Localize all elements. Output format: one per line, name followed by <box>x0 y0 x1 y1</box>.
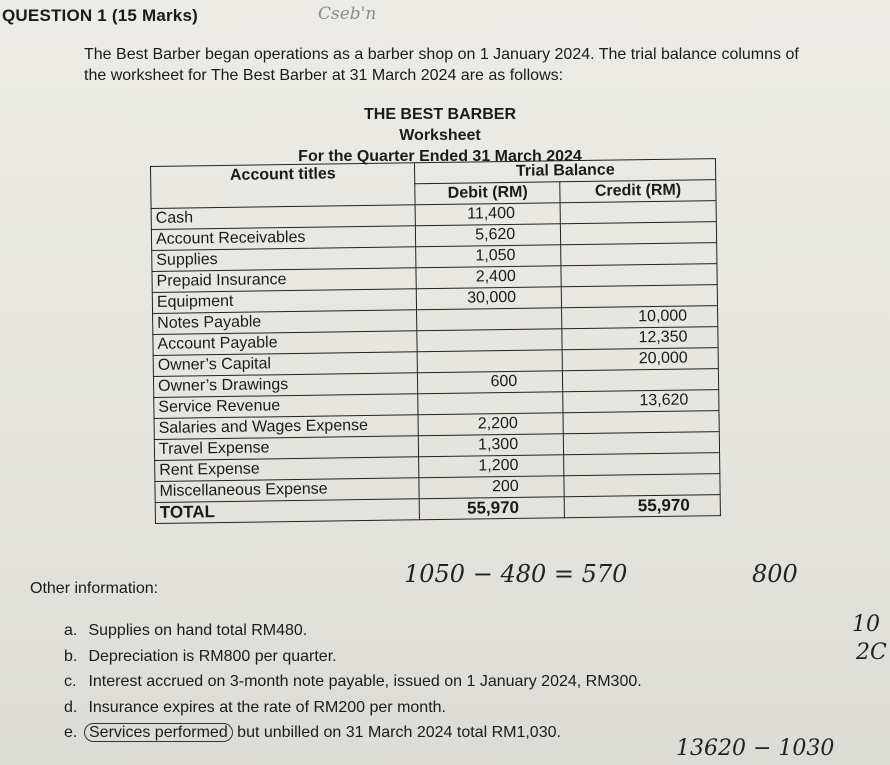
handwritten-revenue-calc: 13620 − 1030 <box>676 736 835 761</box>
trial-balance-table <box>150 158 721 524</box>
credit-amount: 20,000 <box>562 348 718 371</box>
account-title: Account Payable <box>153 331 418 356</box>
total-label: TOTAL <box>155 499 420 524</box>
account-title: Account Receivables <box>151 226 416 251</box>
account-title: Service Revenue <box>154 394 419 419</box>
circled-phrase: Services performed <box>84 723 233 742</box>
account-title: Equipment <box>152 289 417 314</box>
debit-amount: 1,200 <box>419 455 564 478</box>
account-title: Miscellaneous Expense <box>155 478 420 503</box>
debit-amount <box>418 392 563 415</box>
account-title: Notes Payable <box>153 310 418 335</box>
total-credit: 55,970 <box>564 495 720 518</box>
credit-amount <box>561 222 717 245</box>
debit-amount <box>417 308 562 331</box>
handwritten-depreciation: 800 <box>752 560 798 588</box>
debit-amount: 2,200 <box>418 413 563 436</box>
header-account-titles: Account titles <box>151 163 416 209</box>
info-item-e: e. Services performed but unbilled on 31 March 2024 total RM1,030. <box>64 724 561 741</box>
credit-amount: 13,620 <box>563 390 719 413</box>
debit-amount: 600 <box>418 371 563 394</box>
debit-amount: 1,050 <box>416 245 561 268</box>
info-item-d: d. Insurance expires at the rate of RM200 per month. <box>64 698 446 716</box>
account-title: Salaries and Wages Expense <box>154 415 419 440</box>
account-title: Prepaid Insurance <box>152 268 417 293</box>
worksheet-title: Worksheet <box>399 127 481 144</box>
credit-amount <box>561 243 717 266</box>
credit-amount <box>564 474 720 497</box>
credit-amount <box>561 264 717 287</box>
info-item-c: c. Interest accrued on 3-month note payable, issued on 1 January 2024, RM300. <box>64 673 642 690</box>
header-debit: Debit (RM) <box>415 182 560 205</box>
debit-amount <box>417 329 562 352</box>
account-title: Travel Expense <box>154 436 419 461</box>
debit-amount <box>418 350 563 373</box>
info-item-b: b. Depreciation is RM800 per quarter. <box>64 647 337 665</box>
handwritten-margin-1: 10 <box>852 612 880 637</box>
total-debit: 55,970 <box>420 497 565 520</box>
debit-amount: 200 <box>419 476 564 499</box>
account-title: Owner’s Capital <box>153 352 418 377</box>
question-title: QUESTION 1 (15 Marks) <box>2 6 198 25</box>
debit-amount: 5,620 <box>416 224 561 247</box>
worksheet-period: For the Quarter Ended 31 March 2024 <box>298 148 582 165</box>
header-trial-balance: Trial Balance <box>415 159 716 184</box>
header-credit: Credit (RM) <box>560 180 716 203</box>
account-title: Rent Expense <box>155 457 420 482</box>
other-information-label: Other information: <box>30 580 159 597</box>
credit-amount <box>560 201 716 224</box>
question-intro: The Best Barber began operations as a barber shop on 1 January 2024. The trial balance columns of the worksheet for The Best Barber at 31 March 2024 are as follows: <box>84 46 799 84</box>
credit-amount <box>564 453 720 476</box>
faint-scribble: Cseb'n <box>318 4 377 24</box>
credit-amount <box>561 285 717 308</box>
other-information-list <box>64 618 642 746</box>
info-item-a: a. Supplies on hand total RM480. <box>64 622 308 639</box>
debit-amount: 1,300 <box>419 434 564 457</box>
account-title: Owner’s Drawings <box>153 373 418 398</box>
debit-amount: 2,400 <box>416 266 561 289</box>
debit-amount: 30,000 <box>417 287 562 310</box>
credit-amount: 12,350 <box>562 327 718 350</box>
credit-amount <box>563 411 719 434</box>
account-title: Cash <box>151 205 416 230</box>
handwritten-margin-2: 2C <box>856 640 887 665</box>
company-name: THE BEST BARBER <box>363 106 516 123</box>
credit-amount <box>564 432 720 455</box>
debit-amount: 11,400 <box>415 203 560 226</box>
credit-amount <box>563 369 719 392</box>
credit-amount: 10,000 <box>562 306 718 329</box>
trial-balance-body <box>151 201 720 503</box>
account-title: Supplies <box>152 247 417 272</box>
handwritten-supplies-calc: 1050 − 480 = 570 <box>404 560 628 588</box>
